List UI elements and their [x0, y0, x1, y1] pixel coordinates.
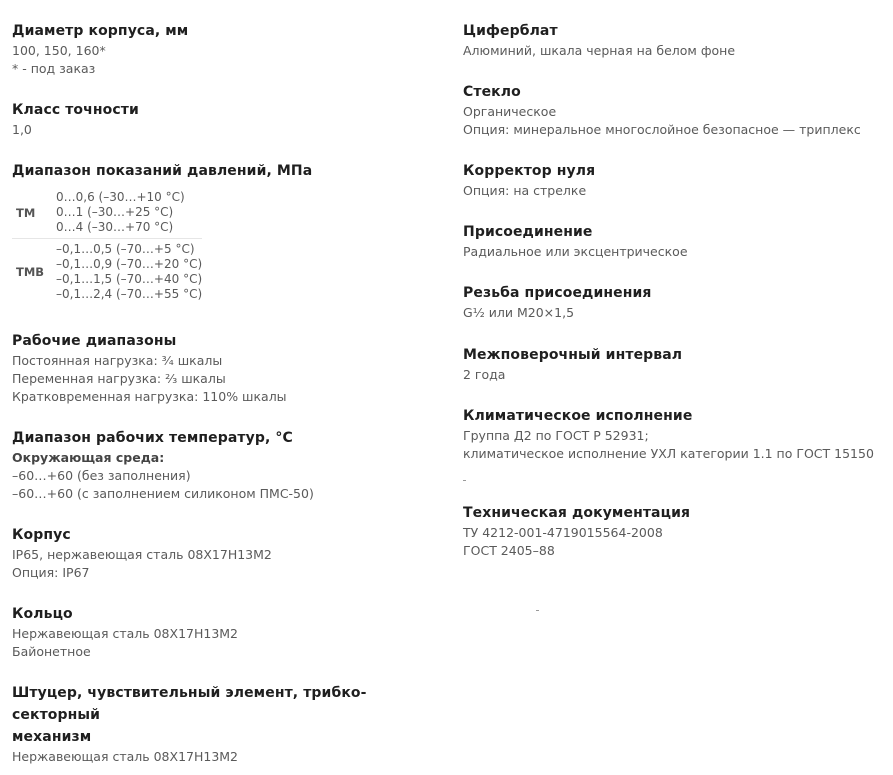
spec-value: Опция: IP67	[12, 565, 90, 580]
spec-value: Опция: на стрелке	[463, 183, 587, 198]
spec-connection	[463, 221, 688, 261]
spec-value: Радиальное или эксцентрическое	[463, 244, 688, 259]
spec-diameter	[12, 20, 188, 78]
spec-value: климатическое исполнение УХЛ категории 1.1 по ГОСТ 15150	[463, 446, 874, 461]
spec-housing	[12, 524, 272, 582]
spec-value: Алюминий, шкала черная на белом фоне	[463, 43, 736, 58]
spec-value: Опция: минеральное многослойное безопасное — триплекс	[463, 122, 861, 137]
spec-title: Корпус	[12, 527, 71, 543]
range-value: –0,1…1,5 (–70…+40 °C)	[56, 272, 203, 286]
spec-title: Стекло	[463, 84, 521, 100]
spec-zero-corrector	[463, 160, 595, 200]
range-value: –0,1…2,4 (–70…+55 °C)	[56, 287, 203, 301]
table-row	[12, 187, 202, 239]
spec-value: ТУ 4212-001-4719015564-2008	[463, 525, 663, 540]
spec-value: 1,0	[12, 122, 32, 137]
spec-value: 100, 150, 160*	[12, 43, 106, 58]
spec-value: IP65, нержавеющая сталь 08Х17Н13М2	[12, 547, 272, 562]
spec-value: Нержавеющая сталь 08Х17Н13М2	[12, 749, 239, 764]
spec-subtitle: Окружающая среда:	[12, 450, 165, 465]
spec-title: Присоединение	[463, 224, 593, 240]
spec-climate	[463, 405, 874, 463]
spec-dial	[463, 20, 735, 60]
spec-title: Резьба присоединения	[463, 285, 652, 301]
spec-title: Рабочие диапазоны	[12, 333, 177, 349]
range-values	[54, 187, 202, 239]
range-value: 0…1 (–30…+25 °C)	[56, 205, 174, 219]
divider-dot	[463, 480, 466, 481]
spec-value: ГОСТ 2405–88	[463, 543, 555, 558]
spec-value: 2 года	[463, 367, 506, 382]
spec-value: Кратковременная нагрузка: 110% шкалы	[12, 389, 287, 404]
spec-title: Штуцер, чувствительный элемент, трибко-секторный	[12, 685, 367, 723]
range-value: –0,1…0,9 (–70…+20 °C)	[56, 257, 203, 271]
spec-title: Диаметр корпуса, мм	[12, 23, 189, 39]
spec-glass	[463, 81, 861, 139]
spec-fitting	[12, 682, 442, 766]
spec-title: Корректор нуля	[463, 163, 596, 179]
spec-temperature	[12, 427, 314, 503]
spec-title: Климатическое исполнение	[463, 408, 693, 424]
spec-title: Кольцо	[12, 606, 73, 622]
spec-note: * - под заказ	[12, 61, 96, 76]
spec-pressure-range	[12, 160, 312, 305]
divider-dot	[536, 610, 539, 611]
range-value: –0,1…0,5 (–70…+5 °C)	[56, 242, 195, 256]
spec-thread	[463, 282, 652, 322]
spec-value: Байонетное	[12, 644, 91, 659]
spec-value: –60…+60 (с заполнением силиконом ПМС-50)	[12, 486, 314, 501]
spec-working-ranges	[12, 330, 287, 406]
range-value: 0…0,6 (–30…+10 °C)	[56, 190, 185, 204]
spec-title: Техническая документация	[463, 505, 691, 521]
spec-value: Переменная нагрузка: ²⁄₃ шкалы	[12, 371, 226, 386]
spec-ring	[12, 603, 238, 661]
spec-title: Циферблат	[463, 23, 558, 39]
spec-title: Межповерочный интервал	[463, 347, 683, 363]
pressure-range-table	[12, 187, 202, 305]
spec-title: Класс точности	[12, 102, 139, 118]
spec-docs	[463, 502, 690, 560]
spec-value: Группа Д2 по ГОСТ Р 52931;	[463, 428, 649, 443]
range-values	[54, 239, 202, 306]
model-label: ТМ	[12, 187, 54, 239]
spec-value: G¹⁄₂ или М20×1,5	[463, 305, 575, 320]
spec-value: Постоянная нагрузка: ³⁄₄ шкалы	[12, 353, 223, 368]
spec-accuracy	[12, 99, 139, 139]
spec-value: Нержавеющая сталь 08Х17Н13М2	[12, 626, 239, 641]
model-label: ТМВ	[16, 265, 45, 279]
spec-title: механизм	[12, 729, 92, 745]
spec-interval	[463, 344, 682, 384]
spec-value: –60…+60 (без заполнения)	[12, 468, 191, 483]
spec-title: Диапазон рабочих температур, °C	[12, 430, 293, 446]
spec-title: Диапазон показаний давлений, МПа	[12, 163, 313, 179]
table-row	[12, 239, 202, 306]
range-value: 0…4 (–30…+70 °C)	[56, 220, 174, 234]
spec-value: Органическое	[463, 104, 557, 119]
